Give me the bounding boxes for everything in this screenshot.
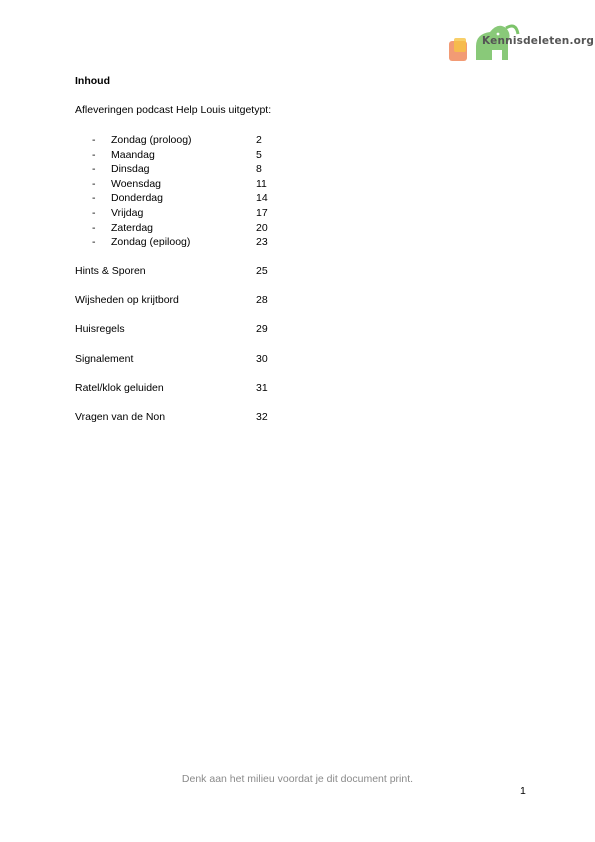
- episode-page: 23: [256, 236, 268, 249]
- toc-entry-page: 25: [256, 265, 268, 277]
- episode-item: [75, 162, 395, 177]
- episode-page: 8: [256, 163, 262, 176]
- episode-label: Donderdag: [111, 192, 163, 205]
- list-dash: -: [92, 148, 96, 161]
- episode-item: [75, 177, 395, 192]
- logo-text: Kennisdeleten.org: [482, 35, 595, 47]
- kennisdelen-logo: [446, 16, 595, 66]
- episode-page: 11: [256, 177, 267, 190]
- episode-label: Zondag (epiloog): [111, 236, 191, 249]
- toc-entry-ratel: [75, 381, 395, 395]
- toc-entry-wijsheden: [75, 293, 395, 307]
- episode-list: [75, 133, 395, 250]
- list-dash: -: [92, 236, 96, 249]
- episode-item: [75, 206, 395, 221]
- toc-entry-label: Signalement: [75, 353, 134, 365]
- toc-entry-label: Wijsheden op krijtbord: [75, 294, 179, 306]
- list-dash: -: [92, 206, 96, 219]
- toc-entry-page: 32: [256, 411, 268, 423]
- toc-entry-page: 30: [256, 353, 268, 365]
- episode-label: Zaterdag: [111, 221, 154, 234]
- toc-entry-label: Huisregels: [75, 323, 125, 335]
- page-number: 1: [520, 785, 526, 797]
- episode-item: [75, 221, 395, 236]
- toc-entry-page: 29: [256, 323, 268, 335]
- list-dash: -: [92, 177, 96, 190]
- toc-entry-page: 31: [256, 382, 268, 394]
- list-dash: -: [92, 163, 96, 176]
- toc-intro: Afleveringen podcast Help Louis uitgetypt:: [75, 104, 272, 116]
- episode-page: 5: [256, 148, 262, 161]
- episode-label: Zondag (proloog): [111, 134, 192, 146]
- episode-item: [75, 191, 395, 206]
- episode-item: [75, 133, 395, 148]
- episode-item: [75, 235, 395, 250]
- toc-entry-label: Hints & Sporen: [75, 265, 146, 277]
- episode-label: Woensdag: [111, 177, 162, 190]
- episode-label: Maandag: [111, 148, 155, 161]
- list-dash: -: [92, 221, 96, 234]
- list-dash: -: [92, 134, 96, 146]
- footer-note: Denk aan het milieu voordat je dit document print.: [181, 773, 414, 785]
- episode-page: 2: [256, 134, 262, 146]
- toc-entry-signalement: [75, 352, 395, 366]
- episode-label: Vrijdag: [111, 206, 144, 219]
- list-dash: -: [92, 192, 96, 205]
- toc-entry-label: Ratel/klok geluiden: [75, 382, 164, 394]
- toc-entry-label: Vragen van de Non: [75, 411, 166, 423]
- episode-page: 14: [256, 192, 268, 205]
- episode-label: Dinsdag: [111, 163, 150, 176]
- toc-heading: Inhoud: [75, 75, 110, 87]
- toc-entry-page: 28: [256, 294, 268, 306]
- toc-entry-vragen: [75, 410, 395, 424]
- toc-entry-huisregels: [75, 322, 395, 336]
- toc-entry-hints: [75, 264, 395, 278]
- episode-page: 20: [256, 221, 268, 234]
- episode-item: [75, 148, 395, 163]
- episode-page: 17: [256, 206, 268, 219]
